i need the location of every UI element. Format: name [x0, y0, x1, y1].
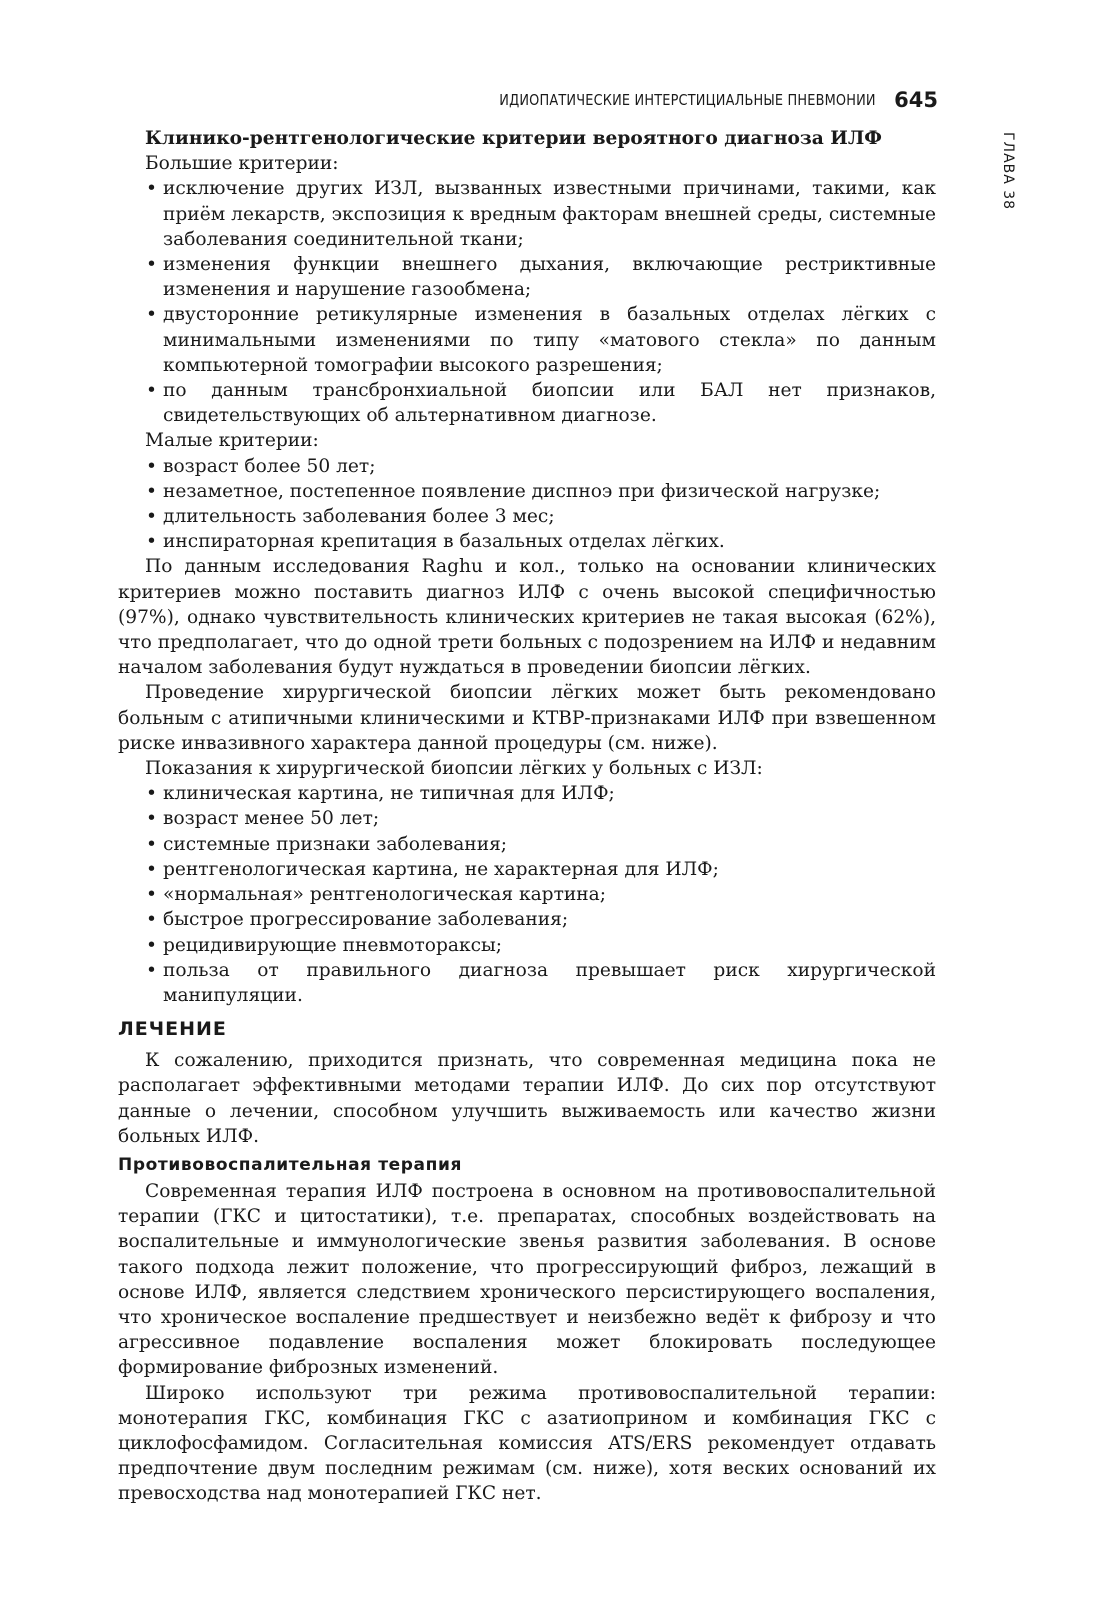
page-number: 645 [894, 88, 938, 112]
list-item: • по данным трансбронхиальной биопсии или БАЛ нет признаков, свидетельствующих об альтернативном диагнозе. [146, 380, 936, 427]
list-item: • изменения функции внешнего дыхания, включающие рестриктивные изменения и нарушение газообмена; [146, 254, 936, 301]
list-item: • системные признаки заболевания; [118, 832, 936, 857]
bullet-icon: • [146, 934, 157, 956]
treatment-heading: ЛЕЧЕНИЕ [118, 1018, 227, 1041]
surgical-biopsy-paragraph: Проведение хирургической биопсии лёгких может быть рекомендовано больным с атипичными клиническими и КТВР-признаками ИЛФ при взвешенном риске инвазивного характера данной процедуры (см. ниже). [118, 682, 936, 754]
bullet-icon: • [146, 178, 157, 200]
raghu-paragraph: По данным исследования Raghu и кол., только на основании клинических критериев можно поставить диагноз ИЛФ с очень высокой специфичностью (97%), однако чувствительность клинических критериев не такая высокая (62%), что предполагает, что до одной трети больных с подозрением на ИЛФ и недавним началом заболевания будут нуждаться в проведении биопсии лёгких. [118, 556, 936, 679]
bullet-icon: • [146, 455, 157, 477]
bullet-icon: • [146, 783, 157, 805]
list-item: • инспираторная крепитация в базальных отделах лёгких. [118, 529, 936, 554]
antiinflammatory-paragraph-2: Широко используют три режима противовоспалительной терапии: монотерапия ГКС, комбинация ГКС с азатиоприном и комбинация ГКС с циклофосфамидом. Согласительная комиссия ATS/ERS рекомендует отдавать предпочтение двум последним режимам (см. ниже), хотя веских оснований их превосходства над монотерапией ГКС нет. [118, 1382, 936, 1505]
minor-criteria-label: Малые критерии: [145, 430, 319, 452]
indications-label: Показания к хирургической биопсии лёгких у больных с ИЗЛ: [145, 758, 763, 780]
bullet-icon: • [146, 909, 157, 931]
bullet-icon: • [146, 833, 157, 855]
bullet-icon: • [146, 254, 157, 276]
chapter-tab: ГЛАВА 38 [1000, 132, 1016, 211]
bullet-icon: • [146, 858, 157, 880]
list-item: • двусторонние ретикулярные изменения в базальных отделах лёгких с минимальными изменениями по типу «матового стекла» по данным компьютерной томографии высокого разрешения; [146, 304, 936, 376]
bullet-icon: • [146, 506, 157, 528]
list-item: • исключение других ИЗЛ, вызванных известными причинами, такими, как приём лекарств, экспозиция к вредным факторам внешней среды, системные заболевания соединительной ткани; [146, 178, 936, 250]
list-item: • длительность заболевания более 3 мес; [118, 504, 936, 529]
running-header [118, 88, 938, 114]
bullet-icon: • [146, 480, 157, 502]
list-item: • рентгенологическая картина, не характерная для ИЛФ; [118, 857, 936, 882]
list-item: • незаметное, постепенное появление диспноэ при физической нагрузке; [118, 479, 936, 504]
list-item: • рецидивирующие пневмотораксы; [118, 933, 936, 958]
list-item: • быстрое прогрессирование заболевания; [118, 907, 936, 932]
bullet-icon: • [146, 884, 157, 906]
list-item: • «нормальная» рентгенологическая картина; [118, 882, 936, 907]
bullet-icon: • [146, 531, 157, 553]
bullet-icon: • [146, 380, 157, 402]
list-item: • польза от правильного диагноза превышает риск хирургической манипуляции. [146, 959, 936, 1006]
list-item: • возраст менее 50 лет; [118, 806, 936, 831]
page-body [118, 126, 936, 1507]
antiinflammatory-heading: Противовоспалительная терапия [118, 1154, 463, 1175]
treatment-paragraph: К сожалению, приходится признать, что современная медицина пока не располагает эффективными методами терапии ИЛФ. До сих пор отсутствуют данные о лечении, способном улучшить выживаемость или качество жизни больных ИЛФ. [118, 1050, 936, 1147]
bullet-icon: • [146, 304, 157, 326]
major-criteria-label: Большие критерии: [145, 153, 339, 175]
bullet-icon: • [146, 808, 157, 830]
criteria-heading: Клинико-рентгенологические критерии вероятного диагноза ИЛФ [145, 128, 882, 149]
list-item: • клиническая картина, не типичная для ИЛФ; [118, 781, 936, 806]
antiinflammatory-paragraph-1: Современная терапия ИЛФ построена в основном на противовоспалительной терапии (ГКС и цитостатики), т.е. препаратах, способных воздействовать на воспалительные и иммунологические звенья развития заболевания. В основе такого подхода лежит положение, что прогрессирующий фиброз, лежащий в основе ИЛФ, является следствием хронического персистирующего воспаления, что хроническое воспаление предшествует и неизбежно ведёт к фиброзу и что агрессивное подавление воспаления может блокировать последующее формирование фиброзных изменений. [118, 1180, 936, 1379]
running-title: ИДИОПАТИЧЕСКИЕ ИНТЕРСТИЦИАЛЬНЫЕ ПНЕВМОНИИ [499, 91, 877, 109]
list-item: • возраст более 50 лет; [118, 454, 936, 479]
bullet-icon: • [146, 959, 157, 981]
